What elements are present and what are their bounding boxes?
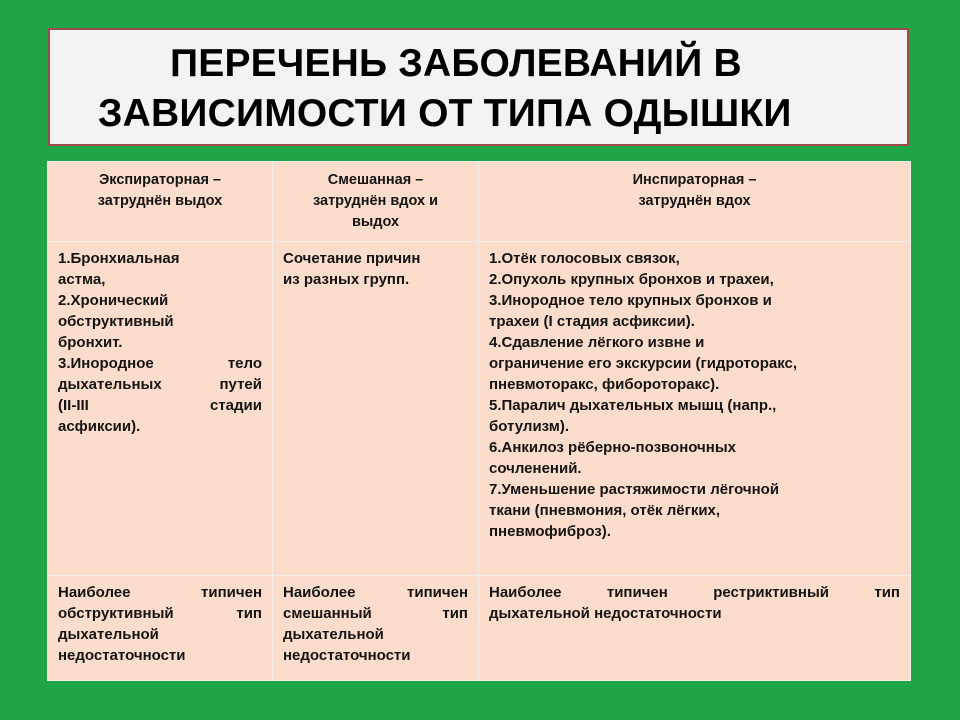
header-text: затруднён вдох и (313, 193, 438, 209)
footer-text: дыхательной (58, 626, 159, 643)
footer-text: дыхательной недостаточности (489, 605, 722, 622)
causes-mixed (273, 242, 479, 576)
list-item: 7.Уменьшение растяжимости лёгочной (489, 481, 780, 498)
table-footer-row (48, 576, 911, 681)
footer-text: недостаточности (58, 647, 186, 664)
list-item: сочленений. (489, 460, 582, 477)
list-item: ограничение его экскурсии (гидроторакс, (489, 355, 798, 372)
header-mixed (273, 162, 479, 242)
list-item: 1.Отёк голосовых связок, (489, 250, 680, 267)
list-item: трахеи (I стадия асфиксии). (489, 313, 695, 330)
table-causes-row (48, 242, 911, 576)
dyspnea-table (47, 161, 911, 681)
header-text: Инспираторная – (632, 172, 757, 188)
list-item: пневмоторакс, фибороторакс). (489, 376, 720, 393)
list-item: бронхит. (58, 334, 123, 351)
list-item: из разных групп. (283, 271, 410, 288)
list-item: 1.Бронхиальная (58, 250, 180, 267)
header-inspiratory (479, 162, 911, 242)
header-expiratory (48, 162, 273, 242)
list-item: дыхательных путей (58, 376, 262, 393)
title-box (48, 28, 909, 146)
footer-text: недостаточности (283, 647, 411, 664)
list-item: 6.Анкилоз рёберно-позвоночных (489, 439, 736, 456)
list-item: 3.Инородное тело крупных бронхов и (489, 292, 772, 309)
footer-inspiratory (479, 576, 911, 681)
list-item: 2.Опухоль крупных бронхов и трахеи, (489, 271, 774, 288)
footer-text: смешанный тип (283, 605, 468, 622)
header-text: Экспираторная – (98, 172, 222, 188)
footer-text: обструктивный тип (58, 605, 262, 622)
page-title-line-1: ПЕРЕЧЕНЬ ЗАБОЛЕВАНИЙ В (170, 42, 742, 85)
page-title-line-2: ЗАВИСИМОСТИ ОТ ТИПА ОДЫШКИ (98, 92, 792, 135)
header-text: затруднён выдох (97, 193, 223, 209)
header-text: Смешанная – (327, 172, 424, 188)
list-item: (II-III стадии (58, 397, 262, 414)
footer-text: Наиболее типичен рестриктивный тип (489, 584, 900, 601)
list-item: 3.Инородное тело (58, 355, 262, 372)
footer-text: Наиболее типичен (283, 584, 468, 601)
footer-text: Наиболее типичен (58, 584, 262, 601)
list-item: обструктивный (58, 313, 174, 330)
list-item: ботулизм). (489, 418, 570, 435)
footer-mixed (273, 576, 479, 681)
causes-inspiratory (479, 242, 911, 576)
list-item: 2.Хронический (58, 292, 169, 309)
list-item: Сочетание причин (283, 250, 421, 267)
list-item: асфиксии). (58, 418, 141, 435)
table-header-row (48, 162, 911, 242)
list-item: пневмофиброз). (489, 523, 611, 540)
list-item: 4.Сдавление лёгкого извне и (489, 334, 705, 351)
footer-expiratory (48, 576, 273, 681)
list-item: ткани (пневмония, отёк лёгких, (489, 502, 721, 519)
header-text: затруднён вдох (638, 193, 751, 209)
footer-text: дыхательной (283, 626, 384, 643)
causes-expiratory (48, 242, 273, 576)
header-text: выдох (351, 214, 400, 230)
list-item: 5.Паралич дыхательных мышц (напр., (489, 397, 777, 414)
list-item: астма, (58, 271, 106, 288)
